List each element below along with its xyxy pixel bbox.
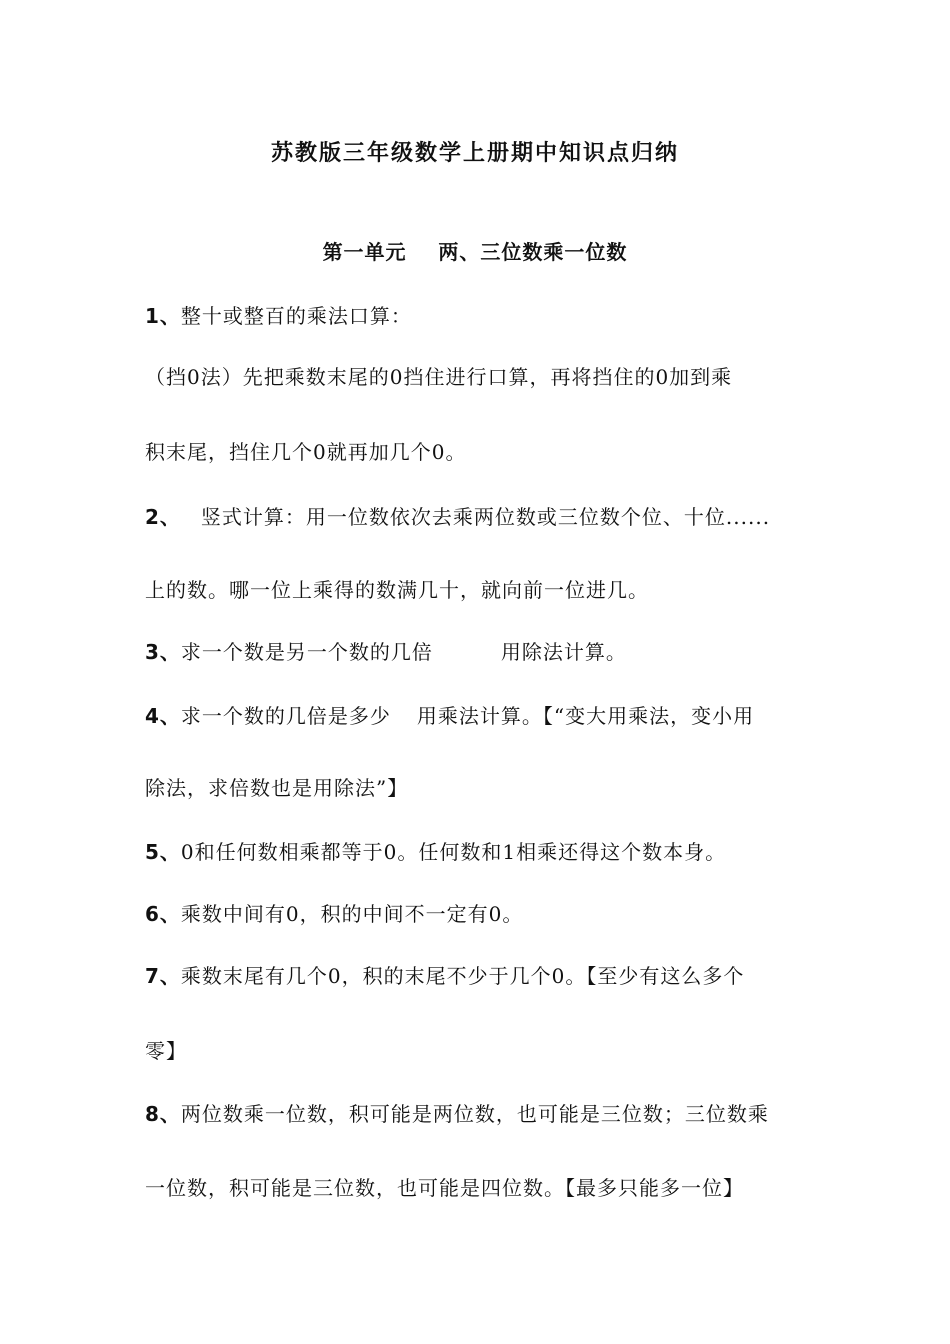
item-number: 5、	[145, 840, 181, 864]
item-text: 整十或整百的乘法口算：	[180, 304, 412, 328]
unit-title: 第一单元 两、三位数乘一位数	[322, 240, 628, 264]
item-6	[145, 900, 523, 928]
item-8-line-2: 一位数，积可能是三位数，也可能是四位数。【最多只能多一位】	[145, 1176, 744, 1200]
item-1-line-2: （挡0法）先把乘数末尾的0挡住进行口算，再将挡住的0加到乘	[145, 365, 733, 389]
item-1	[145, 302, 412, 330]
item-text: 乘数中间有0，积的中间不一定有0。	[180, 902, 524, 926]
item-text: 0和任何数相乘都等于0。任何数和1相乘还得这个数本身。	[180, 840, 727, 864]
item-number: 4、	[145, 704, 181, 728]
item-2	[145, 503, 770, 531]
item-text: 乘数末尾有几个0，积的末尾不少于几个0。【至少有这么多个	[180, 964, 745, 988]
item-7	[145, 962, 744, 990]
item-number: 1、	[145, 304, 181, 328]
item-8	[145, 1100, 769, 1128]
item-text-a: 求一个数的几倍是多少	[180, 704, 391, 728]
item-5	[145, 838, 726, 866]
item-number: 6、	[145, 902, 181, 926]
item-4-line-2: 除法，求倍数也是用除法”】	[145, 776, 409, 800]
item-number: 7、	[145, 964, 181, 988]
item-text: 两位数乘一位数，积可能是两位数，也可能是三位数；三位数乘	[180, 1102, 769, 1126]
document-title: 苏教版三年级数学上册期中知识点归纳	[270, 140, 679, 166]
item-number: 3、	[145, 640, 181, 664]
item-text-b: 用乘法计算。【“变大用乘法，变小用	[416, 704, 755, 728]
item-number: 2、	[145, 505, 181, 529]
item-text-b: 用除法计算。	[500, 640, 627, 664]
item-4	[145, 702, 754, 730]
item-3	[145, 638, 627, 666]
item-text-a: 求一个数是另一个数的几倍	[180, 640, 433, 664]
item-7-line-2: 零】	[145, 1039, 187, 1063]
item-number: 8、	[145, 1102, 181, 1126]
item-2-line-2: 上的数。哪一位上乘得的数满几十，就向前一位进几。	[145, 578, 649, 602]
item-1-line-3: 积末尾，挡住几个0就再加几个0。	[145, 440, 467, 464]
item-text: 竖式计算：用一位数依次去乘两位数或三位数个位、十位......	[200, 505, 771, 529]
